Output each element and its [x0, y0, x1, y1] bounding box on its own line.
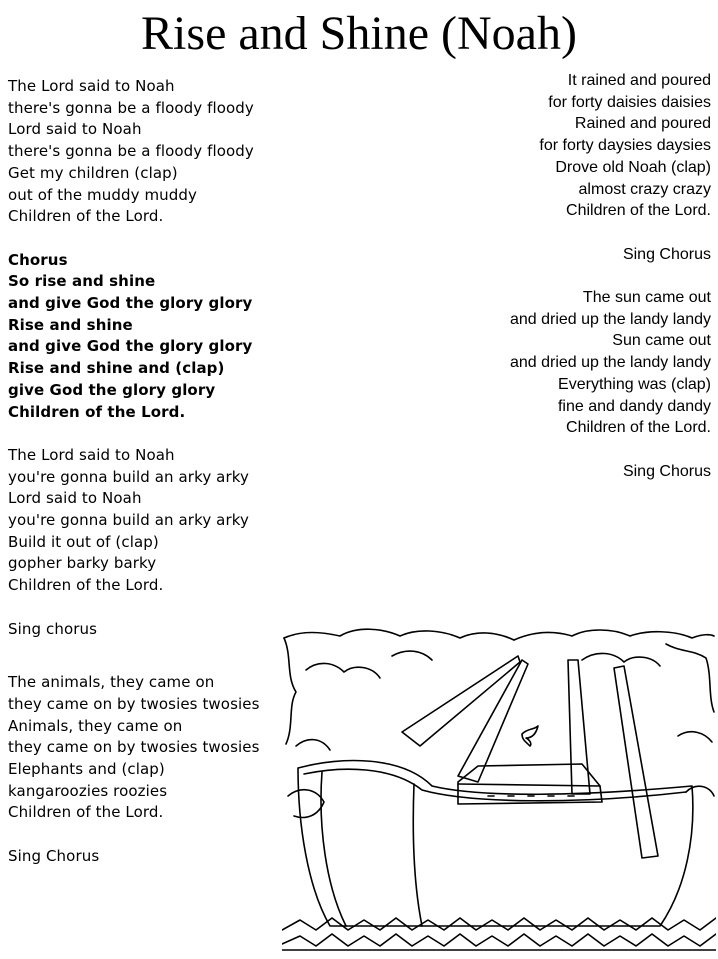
noah-ark-illustration	[282, 626, 716, 952]
ark-cabin-icon	[458, 764, 602, 804]
lyric-line: It rained and poured	[567, 72, 711, 89]
lyric-line: there's gonna be a floody floody	[8, 98, 254, 117]
lyric-line: Everything was (clap)	[558, 375, 711, 393]
sing-chorus-1	[8, 619, 308, 641]
lyric-line: kangaroozies roozies	[8, 781, 168, 800]
ark-hull-icon	[298, 761, 693, 926]
chorus-line: give God the glory glory	[8, 380, 216, 399]
sing-chorus-2	[8, 846, 308, 868]
lyric-line: fine and dandy dandy	[557, 397, 711, 415]
lyric-line: for forty daisies daisies	[548, 93, 711, 111]
lyric-line: The Lord said to Noah	[8, 77, 175, 95]
lyric-line: The animals, they came on	[8, 673, 215, 692]
chorus	[8, 250, 308, 424]
sing-chorus-4	[391, 461, 711, 483]
verse-4	[391, 70, 711, 222]
chorus-heading: Chorus	[8, 250, 68, 269]
chorus-line: Rise and shine and (clap)	[8, 359, 225, 378]
noah-ark-coloring-illustration-icon	[282, 626, 716, 952]
dove-icon	[522, 726, 538, 746]
lyric-line: Drove old Noah (clap)	[555, 158, 711, 176]
lyric-line: out of the muddy muddy	[8, 185, 197, 204]
lyric-line: for forty daysies daysies	[539, 137, 711, 155]
sing-chorus-label: Sing Chorus	[8, 846, 100, 865]
chorus-line: and give God the glory glory	[8, 337, 253, 356]
chorus-line: and give God the glory glory	[8, 294, 253, 313]
lyric-line: Children of the Lord.	[8, 207, 164, 226]
lyric-line: Children of the Lord.	[566, 419, 711, 437]
water-waves-icon	[282, 918, 716, 950]
sun-rays-icon	[402, 656, 658, 858]
sing-chorus-label: Sing Chorus	[622, 462, 711, 480]
chorus-line: So rise and shine	[8, 272, 156, 291]
lyric-line: almost crazy crazy	[578, 180, 711, 198]
lyric-line: there's gonna be a floody floody	[8, 142, 254, 161]
lyric-line: Build it out of (clap)	[8, 532, 159, 551]
chorus-line: Children of the Lord.	[8, 402, 186, 421]
lyric-line: Children of the Lord.	[8, 803, 164, 822]
sing-chorus-label: Sing Chorus	[622, 245, 711, 263]
left-lyrics-column	[8, 76, 308, 889]
lyric-line: you're gonna build an arky arky	[8, 467, 249, 486]
chorus-line: Rise and shine	[8, 315, 133, 334]
lyric-line: they came on by twosies twosies	[8, 694, 260, 713]
lyric-line: Rained and poured	[574, 115, 711, 133]
lyric-line: Sun came out	[612, 332, 711, 350]
lyric-line: Children of the Lord.	[8, 576, 164, 595]
lyric-line: they came on by twosies twosies	[8, 738, 260, 757]
lyric-line: and dried up the landy landy	[509, 354, 711, 372]
sing-chorus-label: Sing chorus	[8, 619, 98, 638]
lyric-line: gopher barky barky	[8, 554, 157, 573]
lyric-line: The Lord said to Noah	[8, 445, 175, 464]
verse-3	[8, 672, 308, 824]
lyric-line: Get my children (clap)	[8, 163, 178, 182]
page-title: Rise and Shine (Noah)	[141, 7, 577, 60]
lyric-line: Animals, they came on	[8, 716, 183, 735]
lyric-line: Lord said to Noah	[8, 120, 142, 139]
verse-5	[391, 287, 711, 439]
lyric-line: Elephants and (clap)	[8, 760, 165, 779]
lyric-line: Lord said to Noah	[8, 489, 142, 508]
lyric-line: and dried up the landy landy	[509, 310, 711, 328]
right-lyrics-column	[391, 70, 711, 504]
lyric-line: Children of the Lord.	[566, 202, 711, 220]
sing-chorus-3	[391, 244, 711, 266]
lyric-line: you're gonna build an arky arky	[8, 511, 249, 530]
lyric-line: The sun came out	[582, 289, 711, 306]
verse-1	[8, 76, 308, 228]
verse-2	[8, 445, 308, 597]
